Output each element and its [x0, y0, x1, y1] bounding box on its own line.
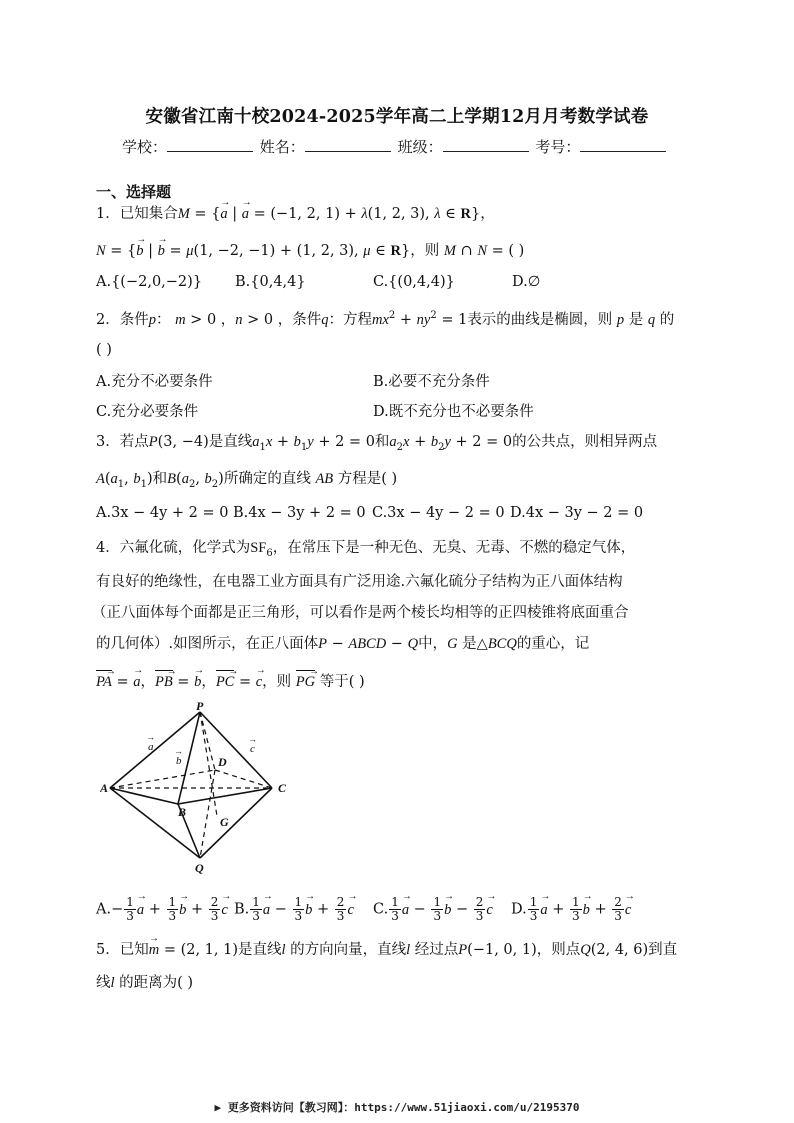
q3-option-a[interactable]: A.3x − 4y + 2 = 0 [96, 505, 229, 521]
q2-line2: ( ) [96, 342, 112, 358]
label-b: B [178, 805, 187, 819]
q1-option-c[interactable]: C.{(0,4,4)} [373, 274, 455, 290]
class-label: 班级： [397, 138, 443, 156]
arrow-vec-a: → [146, 732, 155, 742]
footer-link[interactable]: ▶ 更多资料访问【教习网】：https://www.51jiaoxi.com/u/2195370 [214, 1101, 580, 1114]
octahedron-diagram [100, 700, 300, 880]
number-blank[interactable] [580, 137, 666, 152]
q3-line2: $A(a_1$, $b_1$)和$B(a_2$, $b_2$)所确定的直线 AB 方程是( ) [96, 471, 398, 490]
q3-option-c[interactable]: C.3x − 4y − 2 = 0 [372, 505, 505, 521]
arrow-vec-b: → [174, 746, 183, 756]
q4-option-d[interactable]: D. $\frac{1}{3}$ → a + $\frac{1}{3}$ → b + $\frac{2}{3}$ → c [511, 896, 631, 923]
q4-line2: 有良好的绝缘性，在电器工业方面具有广泛用途.六氟化硫分子结构为正八面体结构 [96, 574, 623, 590]
q4-option-c[interactable]: C. $\frac{1}{3}$ → a − $\frac{1}{3}$ → b − $\frac{2}{3}$ → c [373, 896, 493, 923]
q4-option-a[interactable]: A.− $\frac{1}{3}$ → a + $\frac{1}{3}$ → b + $\frac{2}{3}$ → c [96, 896, 228, 923]
number-label: 考号： [535, 138, 581, 156]
label-p: P [196, 700, 204, 713]
label-q: Q [195, 861, 204, 875]
q2-option-a[interactable]: A.充分不必要条件 [96, 374, 213, 390]
arrow-vec-c: → [248, 734, 257, 744]
label-c: C [278, 781, 287, 795]
q2-option-c[interactable]: C.充分必要条件 [96, 404, 199, 420]
label-vec-b: b [176, 755, 182, 767]
q1-option-d[interactable]: D.∅ [512, 274, 541, 290]
q4-line5: PA → = → a，PB → = → b，PC → = → c，则 PG → 等于( ) [96, 670, 365, 692]
q1-option-b[interactable]: B.{0,4,4} [235, 274, 306, 290]
name-blank[interactable] [305, 137, 391, 152]
q5-line2: 线l 的距离为( ) [96, 975, 194, 991]
label-a: A [100, 781, 109, 795]
q4-line4: 的几何体）.如图所示，在正八面体P − ABCD − Q中，G 是△BCQ的重心，记 [96, 636, 590, 652]
label-d: D [218, 755, 227, 769]
q3-line1: 3．若点P(3, −4)是直线$a_1x + b_1y + 2 = 0$和$a_2x + b_2y + 2 = 0$的公共点，则相异两点 [96, 434, 658, 453]
q3-option-d[interactable]: D.4x − 3y − 2 = 0 [510, 505, 644, 521]
q1-line2: N = {→ b | → b = μ(1, −2, −1) + (1, 2, 3), μ ∈ R}，则 M ∩ N = ( ) [96, 241, 524, 261]
q2-option-b[interactable]: B.必要不充分条件 [373, 374, 490, 390]
class-blank[interactable] [443, 137, 529, 152]
q1-option-a[interactable]: A.{(−2,0,−2)} [96, 274, 203, 290]
label-vec-c: c [250, 743, 255, 755]
q1-line1: 1．已知集合M = {→ a | → a = (−1, 2, 1) + λ(1, 2, 3), λ ∈ R}， [96, 204, 495, 224]
page-title: 安徽省江南十校2024-2025学年高二上学期12月月考数学试卷 [145, 107, 649, 127]
q3-option-b[interactable]: B.4x − 3y + 2 = 0 [233, 505, 366, 521]
q4-option-b[interactable]: B. $\frac{1}{3}$ → a − $\frac{1}{3}$ → b + $\frac{2}{3}$ → c [234, 896, 354, 923]
q4-line3: （正八面体每个面都是正三角形，可以看作是两个棱长均相等的正四棱锥将底面重合 [92, 605, 629, 621]
school-label: 学校： [122, 138, 168, 156]
q2-option-d[interactable]: D.既不充分也不必要条件 [373, 404, 534, 420]
name-label: 姓名： [259, 138, 305, 156]
section-heading-choice: 一、选择题 [96, 183, 172, 201]
q4-line1: 4．六氟化硫，化学式为$SF_6$，在常压下是一种无色、无臭、无毒、不燃的稳定气体， [96, 540, 636, 559]
q2-line1: 2．条件p： m > 0 ，n > 0 ，条件q：方程$mx^2 + ny^2 = 1$表示的曲线是椭圆，则 p 是 q 的 [96, 310, 675, 328]
label-g: G [220, 815, 229, 829]
school-blank[interactable] [167, 137, 253, 152]
student-info-row [122, 136, 668, 157]
q5-line1: 5．已知→ m = (2, 1, 1)是直线l 的方向向量，直线l 经过点P(−1, 0, 1)，则点Q(2, 4, 6)到直 [96, 940, 677, 960]
octahedron-figure [100, 700, 300, 880]
label-vec-a: a [148, 741, 154, 753]
edge-ad [110, 770, 215, 788]
edge-pa [110, 712, 200, 788]
